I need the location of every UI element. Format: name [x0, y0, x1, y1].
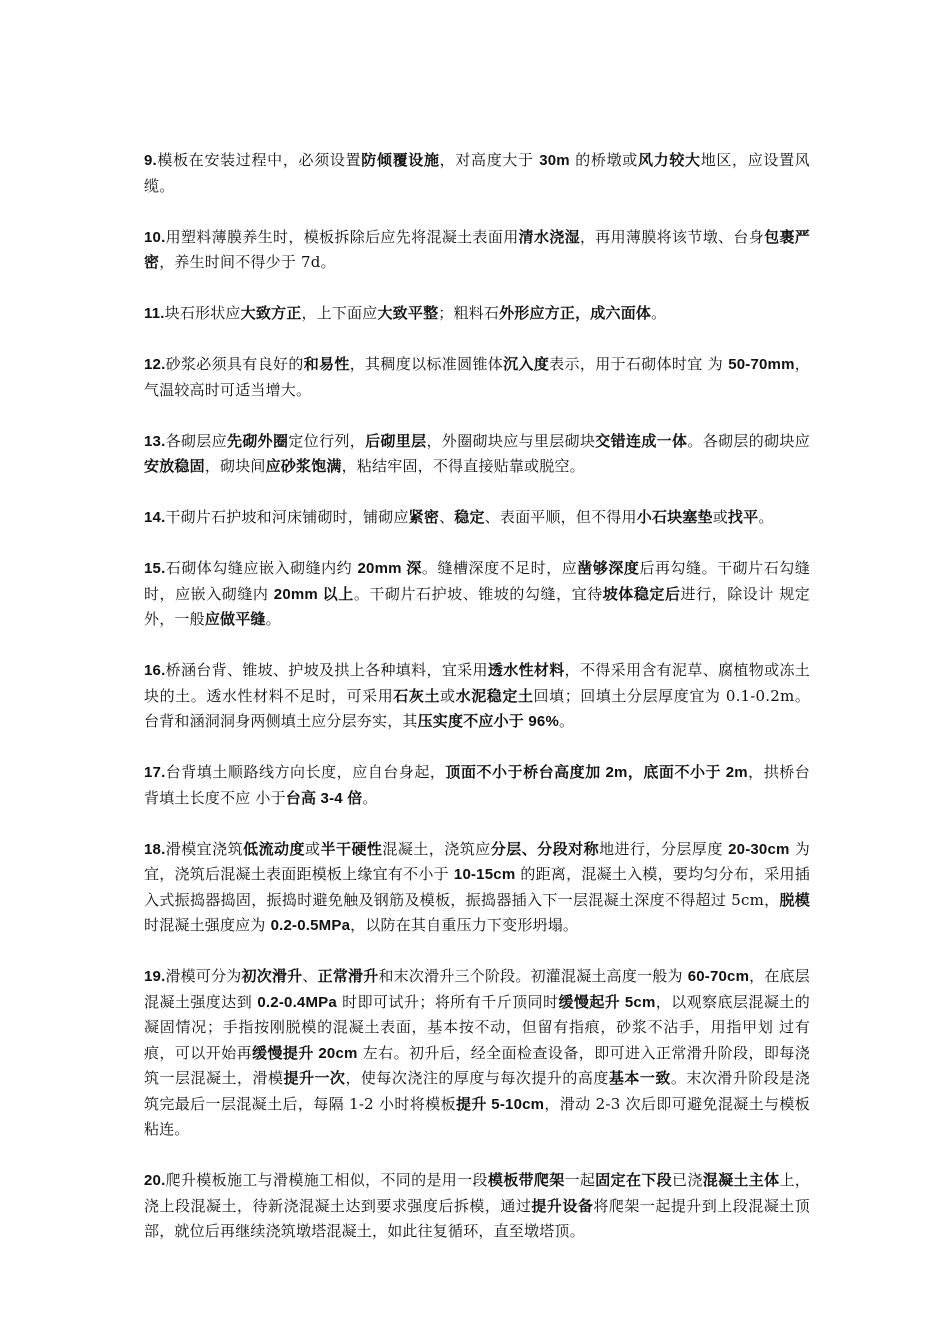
paragraph-item: [144, 352, 810, 403]
paragraph-text: 。: [265, 610, 281, 628]
paragraph-number: 10.: [144, 228, 166, 246]
bold-keyword: 固定在下段: [595, 1172, 673, 1189]
bold-keyword: 和易性: [303, 356, 350, 373]
paragraph-text: 和末次滑升三个阶段。初灌混凝土高度一般为: [378, 967, 688, 985]
paragraph-text: 或: [305, 839, 321, 858]
paragraph-text: ，在底层混凝土强度达到: [144, 967, 810, 1011]
bold-keyword: 20mm 以上: [273, 585, 354, 603]
paragraph-text: ，对高度大于: [439, 151, 540, 169]
paragraph-text: 。: [559, 712, 575, 730]
paragraph-text: 砂浆必须具有良好的: [165, 355, 304, 373]
document-body: [144, 148, 810, 1270]
bold-keyword: 水泥稳定土: [455, 687, 534, 705]
paragraph-text: ；粗料石: [438, 304, 500, 322]
paragraph-text: 。: [651, 304, 667, 322]
paragraph-item: [144, 837, 810, 939]
paragraph-item: [144, 658, 810, 735]
bold-keyword: 缓慢起升 5cm: [558, 993, 656, 1011]
paragraph-text: 混凝土，浇筑应: [382, 839, 491, 858]
paragraph-text: 时即可试升；将所有千斤顶同时: [336, 992, 559, 1011]
bold-keyword: 先砌外圈: [226, 432, 289, 450]
bold-keyword: 0.2-0.4MPa: [257, 993, 337, 1011]
bold-keyword: 50-70mm: [728, 356, 795, 373]
paragraph-text: 爬升模板施工与滑模施工相似，不同的是用一段: [165, 1171, 488, 1189]
bold-keyword: 石灰土: [393, 687, 441, 705]
bold-keyword: 10-15cm: [453, 866, 516, 883]
bold-keyword: 应砂浆饱满: [265, 458, 342, 475]
bold-keyword: 顶面不小于桥台高度加 2m，底面不小于 2m: [445, 764, 748, 781]
paragraph-number: 12.: [144, 356, 166, 373]
paragraph-number: 20.: [144, 1172, 166, 1189]
paragraph-item: [144, 429, 810, 480]
paragraph-text: 滑模可分为: [165, 967, 242, 985]
bold-keyword: 提升一次: [283, 1070, 346, 1087]
paragraph-text: ，滑动 2-3 次后即可避免混凝土与模板粘连。: [144, 1094, 811, 1138]
bold-keyword: 交错连成一体: [595, 432, 688, 450]
bold-keyword: 透水性材料: [487, 662, 565, 679]
paragraph-number: 16.: [144, 662, 166, 679]
bold-keyword: 20mm 深: [357, 560, 422, 577]
paragraph-text: 进行，除设计 规定外，一般: [144, 584, 810, 628]
paragraph-text: 回填；回填土分层厚度宜为 0.1-0.2m。 台背和涵洞洞身两侧填土应分层夯实，其: [144, 686, 811, 730]
bold-keyword: 凿够深度: [577, 560, 640, 577]
paragraph-text: ，拱桥台背填土长度不应 小于: [144, 763, 810, 807]
paragraph-number: 19.: [144, 968, 166, 985]
paragraph-text: 后再勾缝。干砌片石勾缝时，应嵌入砌缝内: [144, 559, 810, 603]
paragraph-number: 18.: [144, 840, 166, 858]
bold-keyword: 模板带爬架: [487, 1172, 565, 1189]
paragraph-number: 13.: [144, 432, 166, 450]
paragraph-text: ，粘结牢固，不得直接贴靠或脱空。: [341, 457, 585, 475]
paragraph-number: 17.: [144, 764, 166, 781]
paragraph-text: 模板在安装过程中，必须设置: [156, 151, 362, 169]
paragraph-text: 将爬架一起提升到上段混凝土顶部，就位后再继续浇筑墩塔混凝土，如此往复循环，直至墩塔顶。: [144, 1196, 810, 1240]
bold-keyword: 基本一致: [608, 1070, 671, 1087]
bold-keyword: 60-70cm: [687, 968, 750, 985]
bold-keyword: 混凝土主体: [702, 1172, 780, 1189]
paragraph-text: ，外圈砌块应与里层砌块: [426, 431, 596, 450]
bold-keyword: 防倾覆设施: [361, 152, 440, 169]
paragraph-text: 地区，应设置风缆。: [144, 151, 810, 195]
bold-keyword: 小石块塞垫: [636, 509, 713, 526]
bold-keyword: 脱模: [779, 891, 810, 909]
paragraph-text: 块石形状应: [164, 304, 241, 322]
paragraph-text: ，不得采用含有泥草、腐植物或冻土块的土。透水性材料不足时，可采用: [144, 661, 810, 705]
bold-keyword: 0.2-0.5MPa: [270, 917, 351, 934]
bold-keyword: 20-30cm: [728, 840, 790, 858]
paragraph-text: 时混凝土强度应为: [144, 916, 271, 934]
paragraph-text: ，再用薄膜将该节墩、台身: [579, 227, 765, 246]
bold-keyword: 压实度不应小于 96%: [417, 713, 559, 730]
paragraph-text: 滑模宜浇筑: [165, 839, 244, 858]
paragraph-item: [144, 964, 810, 1143]
bold-keyword: 外形应方正，成六面体: [499, 305, 652, 322]
paragraph-text: ，以观察底层混凝土的凝固情况；手指按刚脱模的混凝土表面，基本按不动，但留有指痕，砂浆不沾手，用指甲划 过有痕，可以开始再: [144, 992, 810, 1062]
paragraph-item: [144, 505, 810, 531]
paragraph-text: 的桥墩或: [569, 151, 638, 169]
bold-keyword: 缓慢提升 20cm: [252, 1044, 358, 1062]
bold-keyword: 提升 5-10cm: [455, 1095, 545, 1113]
paragraph-text: 、: [439, 508, 455, 526]
paragraph-text: 定位行列，: [288, 431, 366, 450]
paragraph-text: 。: [758, 508, 774, 526]
paragraph-text: ，以防在其自重压力下变形坍塌。: [350, 916, 579, 934]
bold-keyword: 30m: [539, 152, 570, 169]
paragraph-number: 14.: [144, 509, 166, 526]
paragraph-item: [144, 225, 810, 276]
paragraph-text: 左右。初升后，经全面检查设备，即可进入正常滑升阶段，即每浇筑一层混凝土，滑模: [144, 1043, 810, 1087]
bold-keyword: 清水浇湿: [518, 228, 580, 246]
bold-keyword: 后砌里层: [365, 432, 427, 450]
paragraph-text: 。干砌片石护坡、锥坡的勾缝，宜待: [353, 584, 603, 603]
paragraph-text: 或: [440, 686, 456, 705]
paragraph-number: 11.: [144, 305, 165, 322]
bold-keyword: 紧密: [408, 509, 440, 526]
paragraph-text: 。: [362, 788, 378, 807]
paragraph-text: 、: [302, 967, 318, 985]
bold-keyword: 大致方正: [240, 305, 302, 322]
bold-keyword: 初次滑升: [241, 968, 303, 985]
paragraph-text: 。各砌层的砌块应: [687, 431, 810, 450]
bold-keyword: 坡体稳定后: [602, 585, 681, 603]
paragraph-text: ，上下面应: [301, 304, 378, 322]
bold-keyword: 低流动度: [243, 840, 306, 858]
paragraph-item: [144, 1168, 810, 1245]
paragraph-item: [144, 148, 810, 199]
bold-keyword: 沉入度: [503, 356, 550, 373]
bold-keyword: 安放稳固: [144, 458, 205, 475]
paragraph-text: 地进行，分层厚度: [599, 839, 729, 858]
paragraph-text: 各砌层应: [165, 431, 227, 450]
bold-keyword: 包裹严密: [144, 228, 810, 271]
paragraph-text: 为宜，浇筑后混凝土表面距模板上缘宜有不小于: [144, 839, 811, 883]
paragraph-text: 用塑料薄膜养生时，模板拆除后应先将混凝土表面用: [165, 227, 519, 246]
bold-keyword: 稳定: [454, 509, 485, 526]
bold-keyword: 正常滑升: [317, 968, 379, 985]
paragraph-number: 9.: [144, 152, 157, 169]
paragraph-text: ，其稠度以标准圆锥体: [349, 355, 504, 373]
paragraph-text: 桥涵台背、锥坡、护坡及拱上各种填料，宜采用: [165, 661, 488, 679]
paragraph-text: 或: [712, 508, 728, 526]
paragraph-text: 干砌片石护坡和河床铺砌时，铺砌应: [165, 508, 409, 526]
paragraph-number: 15.: [144, 560, 166, 577]
paragraph-text: ，使每次浇注的厚度与每次提升的高度: [345, 1069, 609, 1087]
paragraph-text: 表示，用于石砌体时宜 为: [549, 355, 729, 373]
paragraph-text: 石砌体勾缝应嵌入砌缝内约: [165, 559, 358, 577]
paragraph-text: 的距离，混凝土入模，要均匀分布，采用插入式振捣器捣固，振捣时避免触及钢筋及模板，振捣器插入下一层混凝土深度不得超过 5cm，: [144, 865, 810, 909]
bold-keyword: 应做平缝: [204, 611, 266, 628]
bold-keyword: 分层、分段对称: [490, 840, 600, 858]
bold-keyword: 半干硬性: [320, 840, 383, 858]
paragraph-item: [144, 556, 810, 633]
paragraph-text: ，养生时间不得少于 7d。: [159, 253, 336, 271]
paragraph-text: 一起: [564, 1171, 596, 1189]
bold-keyword: 大致平整: [377, 305, 439, 322]
paragraph-text: ，气温较高时可适当增大。: [144, 355, 810, 399]
paragraph-text: 、表面平顺，但不得用: [484, 508, 637, 526]
paragraph-text: 。缝槽深度不足时，应: [421, 559, 578, 577]
bold-keyword: 台高 3-4 倍: [285, 789, 363, 807]
paragraph-text: ，砌块间: [204, 457, 266, 475]
paragraph-text: 台背填土顺路线方向长度，应自台身起，: [165, 763, 446, 781]
bold-keyword: 风力较大: [637, 152, 701, 169]
paragraph-item: [144, 301, 810, 327]
bold-keyword: 找平: [727, 509, 759, 526]
bold-keyword: 提升设备: [531, 1197, 594, 1215]
paragraph-text: 。末次滑升阶段是浇筑完最后一层混凝土后，每隔 1-2 小时将模板: [144, 1069, 810, 1113]
paragraph-text: 已浇: [672, 1171, 703, 1189]
paragraph-text: 上，浇上段混凝土，待新浇混凝土达到要求强度后拆模，通过: [144, 1171, 810, 1215]
paragraph-item: [144, 760, 810, 811]
